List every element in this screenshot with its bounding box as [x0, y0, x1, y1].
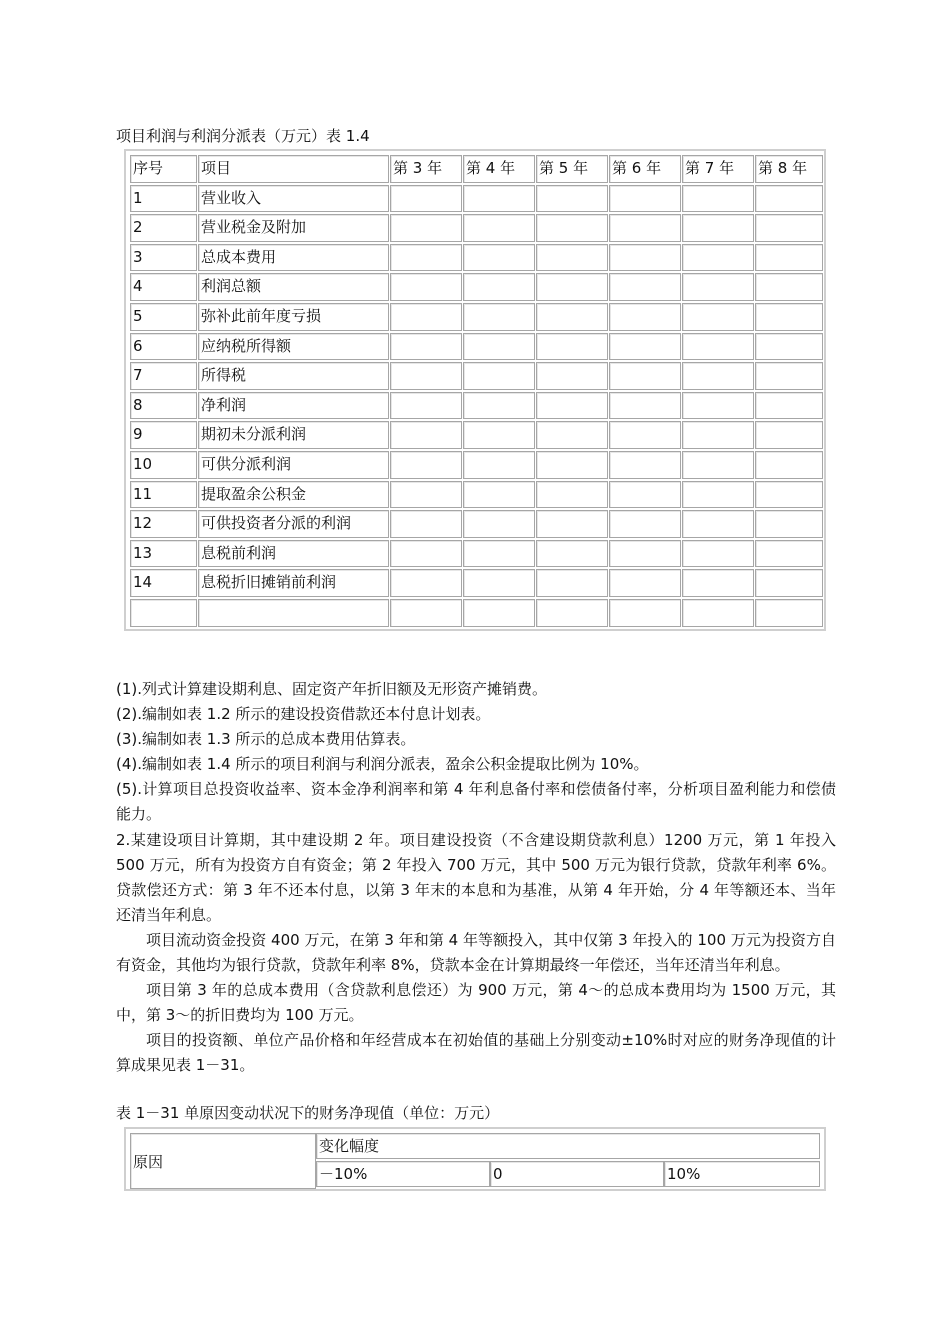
table-cell: [609, 599, 681, 627]
table-cell: 息税前利润: [198, 540, 389, 568]
question-4: (4).编制如表 1.4 所示的项目利润与利润分派表，盈余公积金提取比例为 10%。: [116, 755, 649, 773]
table-cell: 14: [130, 569, 197, 597]
table-cell: [390, 392, 462, 420]
table-cell: 息税折旧摊销前利润: [198, 569, 389, 597]
problem-2-block: [116, 828, 836, 1078]
table-cell: [536, 392, 608, 420]
questions-block: [116, 677, 836, 827]
table-cell: [755, 362, 823, 390]
change-minus-10: －10%: [316, 1161, 490, 1187]
table-cell: [755, 214, 823, 242]
table-cell: [463, 421, 535, 449]
table-header-cell: 第 7 年: [682, 155, 754, 183]
table-cell: [682, 569, 754, 597]
table-cell: 1: [130, 185, 197, 213]
table-cell: [755, 510, 823, 538]
table-1-31-caption: 表 1－31 单原因变动状况下的财务净现值（单位：万元）: [116, 1104, 500, 1122]
table-cell: [463, 333, 535, 361]
table-cell: [463, 244, 535, 272]
table-cell: [609, 421, 681, 449]
table-cell: [390, 510, 462, 538]
table-cell: [390, 481, 462, 509]
table-cell: [755, 244, 823, 272]
table-cell: [609, 273, 681, 301]
table-cell: [755, 421, 823, 449]
table-cell: [609, 244, 681, 272]
table-cell: [463, 569, 535, 597]
table-cell: [609, 333, 681, 361]
table-cell: [463, 481, 535, 509]
table-cell: 9: [130, 421, 197, 449]
table-cell: 应纳税所得额: [198, 333, 389, 361]
problem-2-sensitivity: 项目的投资额、单位产品价格和年经营成本在初始值的基础上分别变动±10%时对应的财务净现值的计算成果见表 1－31。: [116, 1031, 836, 1074]
table-cell: [609, 185, 681, 213]
table-1-4-caption: 项目利润与利润分派表（万元）表 1.4: [116, 127, 370, 145]
problem-2-intro: 2.某建设项目计算期，其中建设期 2 年。项目建设投资（不含建设期贷款利息）1200 万元，第 1 年投入 500 万元，所有为投资方自有资金；第 2 年投入 700 万元，其中 500 万元为银行贷款，贷款年利率 6%。贷款偿还方式：第 3 年不还本付息，以第 3 年末的本息和为基准，从第 4 年开始，分 4 年等额还本、当年还清当年利息。: [116, 831, 836, 924]
table-cell: [755, 392, 823, 420]
table-cell: [463, 362, 535, 390]
change-zero: 0: [490, 1161, 664, 1187]
table-cell: [390, 362, 462, 390]
table-cell: [755, 540, 823, 568]
question-5: (5).计算项目总投资收益率、资本金净利润率和第 4 年利息备付率和偿债备付率，分析项目盈利能力和偿债能力。: [116, 780, 836, 823]
table-cell: [390, 333, 462, 361]
table-cell: [536, 481, 608, 509]
change-range-header: 变化幅度: [316, 1133, 820, 1159]
table-cell: [682, 510, 754, 538]
table-cell: 13: [130, 540, 197, 568]
factor-header: 原因: [130, 1133, 316, 1189]
table-cell: [536, 451, 608, 479]
question-3: (3).编制如表 1.3 所示的总成本费用估算表。: [116, 730, 416, 748]
table-cell: [536, 185, 608, 213]
table-cell: [390, 185, 462, 213]
table-cell: [536, 333, 608, 361]
table-cell: [198, 599, 389, 627]
table-cell: [682, 273, 754, 301]
table-cell: [390, 244, 462, 272]
table-cell: 可供投资者分派的利润: [198, 510, 389, 538]
table-cell: [536, 273, 608, 301]
table-cell: [609, 540, 681, 568]
table-cell: [463, 273, 535, 301]
profit-distribution-table: [124, 149, 826, 631]
table-header-cell: 第 6 年: [609, 155, 681, 183]
table-cell: [682, 392, 754, 420]
npv-sensitivity-table: [124, 1127, 826, 1191]
table-cell: [390, 421, 462, 449]
table-cell: [682, 421, 754, 449]
table-cell: [463, 392, 535, 420]
table-header-cell: 序号: [130, 155, 197, 183]
table-cell: [536, 421, 608, 449]
question-2: (2).编制如表 1.2 所示的建设投资借款还本付息计划表。: [116, 705, 491, 723]
table-header-cell: 第 5 年: [536, 155, 608, 183]
table-cell: [682, 185, 754, 213]
table-cell: [609, 392, 681, 420]
table-cell: 11: [130, 481, 197, 509]
table-header-cell: 第 3 年: [390, 155, 462, 183]
table-cell: [463, 599, 535, 627]
table-cell: 3: [130, 244, 197, 272]
table-cell: [682, 599, 754, 627]
table-cell: [682, 214, 754, 242]
table-cell: [390, 451, 462, 479]
table-cell: [390, 569, 462, 597]
table-cell: 7: [130, 362, 197, 390]
table-cell: [755, 599, 823, 627]
table-cell: [536, 362, 608, 390]
table-cell: [390, 214, 462, 242]
problem-2-working-capital: 项目流动资金投资 400 万元，在第 3 年和第 4 年等额投入，其中仅第 3 年投入的 100 万元为投资方自有资金，其他均为银行贷款，贷款年利率 8%，贷款本金在计算期最终一年偿还，当年还清当年利息。: [116, 931, 836, 974]
table-cell: [682, 362, 754, 390]
table-cell: [609, 362, 681, 390]
table-cell: [390, 540, 462, 568]
table-cell: [609, 303, 681, 331]
table-cell: 12: [130, 510, 197, 538]
table-cell: [682, 303, 754, 331]
table-cell: [682, 244, 754, 272]
table-cell: 提取盈余公积金: [198, 481, 389, 509]
table-cell: [755, 185, 823, 213]
table-cell: 营业收入: [198, 185, 389, 213]
table-cell: 弥补此前年度亏损: [198, 303, 389, 331]
table-cell: [609, 214, 681, 242]
table-cell: 期初未分派利润: [198, 421, 389, 449]
table-cell: 10: [130, 451, 197, 479]
table-cell: 2: [130, 214, 197, 242]
problem-2-total-cost: 项目第 3 年的总成本费用（含贷款利息偿还）为 900 万元，第 4～的总成本费用均为 1500 万元，其中，第 3～的折旧费均为 100 万元。: [116, 981, 836, 1024]
table-cell: 8: [130, 392, 197, 420]
table-cell: [536, 540, 608, 568]
table-cell: [390, 303, 462, 331]
table-header-cell: 项目: [198, 155, 389, 183]
table-cell: [682, 540, 754, 568]
table-cell: [682, 333, 754, 361]
table-cell: [755, 333, 823, 361]
table-header-cell: 第 8 年: [755, 155, 823, 183]
table-cell: [463, 185, 535, 213]
table-cell: 4: [130, 273, 197, 301]
table-cell: 所得税: [198, 362, 389, 390]
table-cell: [536, 599, 608, 627]
question-1: (1).列式计算建设期利息、固定资产年折旧额及无形资产摊销费。: [116, 680, 548, 698]
table-cell: [609, 510, 681, 538]
table-cell: [755, 303, 823, 331]
table-cell: [682, 481, 754, 509]
table-cell: 5: [130, 303, 197, 331]
table-cell: 6: [130, 333, 197, 361]
table-cell: [536, 303, 608, 331]
table-cell: [536, 569, 608, 597]
table-cell: 可供分派利润: [198, 451, 389, 479]
table-cell: [755, 481, 823, 509]
table-cell: [755, 273, 823, 301]
table-cell: [609, 481, 681, 509]
table-cell: 利润总额: [198, 273, 389, 301]
table-cell: [463, 510, 535, 538]
table-cell: [609, 569, 681, 597]
table-cell: [390, 273, 462, 301]
table-cell: [609, 451, 681, 479]
table-header-cell: 第 4 年: [463, 155, 535, 183]
table-cell: 营业税金及附加: [198, 214, 389, 242]
table-cell: [390, 599, 462, 627]
table-cell: [536, 510, 608, 538]
table-cell: [755, 451, 823, 479]
table-cell: [536, 214, 608, 242]
table-cell: [536, 244, 608, 272]
table-cell: [130, 599, 197, 627]
table-cell: [682, 451, 754, 479]
table-cell: 总成本费用: [198, 244, 389, 272]
table-cell: [463, 451, 535, 479]
table-cell: 净利润: [198, 392, 389, 420]
table-cell: [463, 303, 535, 331]
table-cell: [755, 569, 823, 597]
table-cell: [463, 540, 535, 568]
table-cell: [463, 214, 535, 242]
change-plus-10: 10%: [664, 1161, 820, 1187]
